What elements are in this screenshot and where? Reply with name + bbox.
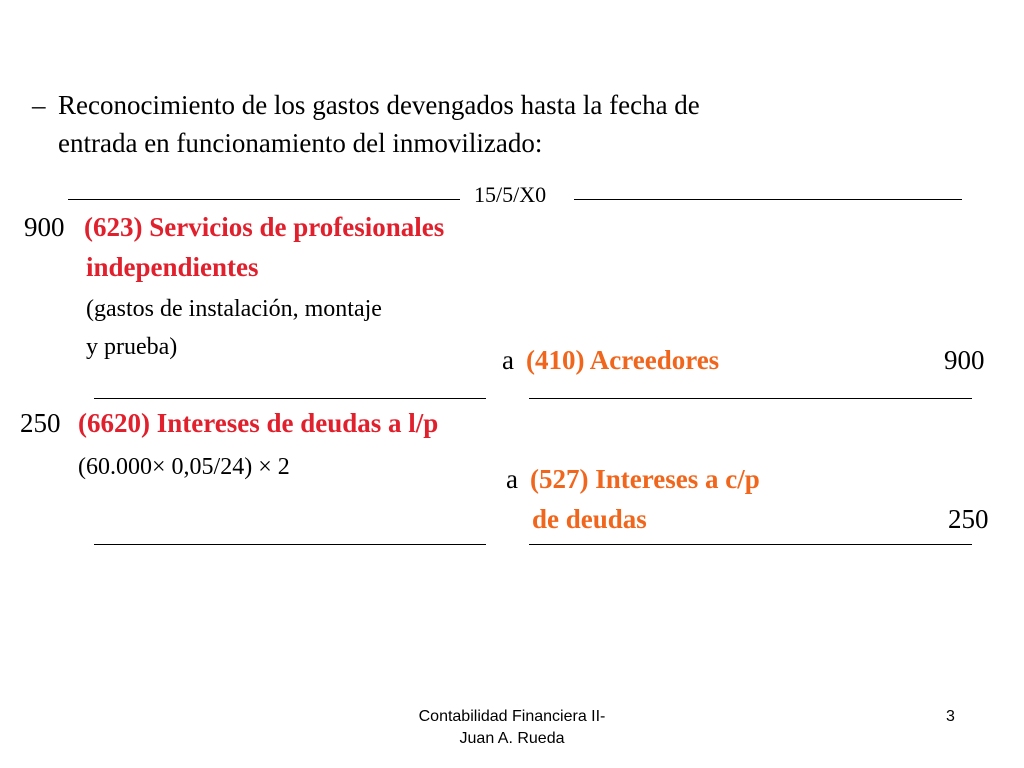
separator-rule-left-2 — [94, 544, 486, 545]
credit1-prefix: a — [502, 345, 514, 375]
separator-rule-right-2 — [529, 544, 972, 545]
bullet-dash: – — [32, 90, 46, 120]
credit2-account-line-1: (527) Intereses a c/p — [530, 464, 760, 494]
debit1-note-line-2: y prueba) — [86, 334, 178, 360]
debit2-amount: 250 — [20, 408, 61, 438]
separator-rule-left-1 — [94, 398, 486, 399]
date-rule-right — [574, 199, 962, 200]
slide-number: 3 — [946, 708, 955, 725]
separator-rule-right-1 — [529, 398, 972, 399]
credit1-amount: 900 — [944, 345, 985, 375]
debit1-account-line-1: (623) Servicios de profesionales — [84, 212, 445, 242]
debit2-account: (6620) Intereses de deudas a l/p — [78, 408, 439, 438]
footer-line-2: Juan A. Rueda — [459, 730, 565, 747]
footer-text — [382, 706, 642, 750]
debit1-note-line-1: (gastos de instalación, montaje — [86, 296, 382, 322]
debit1-account-line-2: independientes — [86, 252, 259, 282]
credit2-account-line-2: de deudas — [532, 504, 647, 534]
credit2-prefix: a — [506, 464, 518, 494]
date-rule-left — [68, 199, 460, 200]
debit2-calculation: (60.000× 0,05/24) × 2 — [78, 454, 290, 480]
footer-line-1: Contabilidad Financiera II- — [418, 708, 606, 725]
intro-line-1: Reconocimiento de los gastos devengados hasta la fecha de — [58, 90, 700, 120]
entry-date: 15/5/X0 — [474, 182, 547, 207]
intro-line-2: entrada en funcionamiento del inmovilizado: — [58, 128, 543, 158]
credit1-account: (410) Acreedores — [526, 345, 720, 375]
debit1-amount: 900 — [24, 212, 65, 242]
credit2-amount: 250 — [948, 504, 989, 534]
